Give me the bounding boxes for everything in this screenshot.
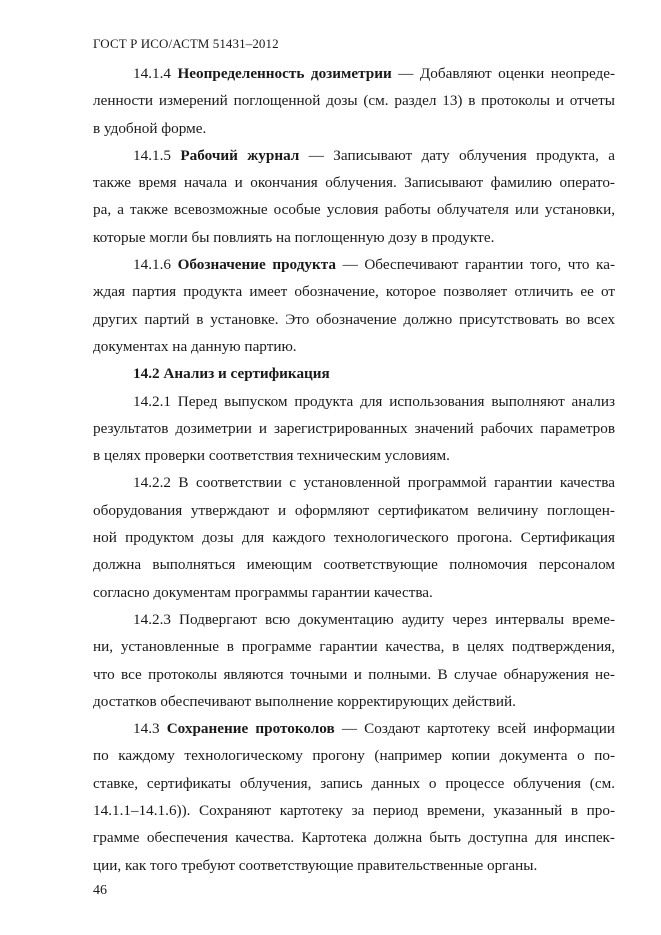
clause-text: — Записывают дату облучения продукта, а — [308, 146, 615, 164]
paragraph-line: 14.1.1–14.1.6)). Сохраняют картотеку за период времени, указанный в про- — [93, 802, 615, 820]
paragraph-line: ра, а также всевозможные особые условия работы облучателя или установки, — [93, 201, 615, 219]
clause-title: Обозначение продукта — [177, 256, 336, 274]
paragraph-14-2-3 — [93, 606, 615, 715]
paragraph-line: 14.2.2 В соответствии с установленной программой гарантии качества — [133, 474, 615, 492]
body-text — [93, 60, 615, 879]
clause-title: Сохранение протоколов — [166, 720, 335, 738]
clause-title: Неопределенность дозиметрии — [177, 65, 392, 82]
clause-number: 14.1.4 — [133, 65, 171, 82]
paragraph-line: также время начала и окончания облучения. Записывают фамилию операто- — [93, 174, 615, 192]
section-heading-14-2: 14.2 Анализ и сертификация — [133, 365, 330, 383]
paragraph-line: должна выполняться имеющим соответствующие полномочия персоналом — [93, 556, 615, 574]
paragraph-line: по каждому технологическому прогону (например копии документа о по- — [93, 747, 615, 765]
clause-title: Рабочий журнал — [180, 146, 300, 164]
paragraph-line: оборудования утверждают и оформляют сертификатом величину поглощен- — [93, 501, 615, 519]
paragraph-line — [93, 715, 615, 742]
paragraph-14-1-4 — [93, 60, 615, 142]
paragraph-14-1-6 — [93, 251, 615, 360]
paragraph-line: которые могли бы повлиять на поглощенную дозу в продукте. — [93, 228, 495, 246]
clause-number: 14.3 — [133, 720, 160, 738]
paragraph-line: результатов дозиметрии и зарегистрированных значений рабочих параметров — [93, 419, 615, 437]
paragraph-14-1-5 — [93, 142, 615, 251]
paragraph-line: грамме обеспечения качества. Картотека должна быть доступна для инспек- — [93, 829, 615, 847]
clause-number: 14.1.5 — [133, 146, 171, 164]
paragraph-line: ции, как того требуют соответствующие правительственные органы. — [93, 856, 538, 874]
clause-text: — Обеспечивают гарантии того, что ка- — [342, 256, 615, 274]
paragraph-line: согласно документам программы гарантии качества. — [93, 583, 433, 601]
paragraph-line: достатков обеспечивают выполнение корректирующих действий. — [93, 692, 516, 710]
paragraph-line: ставке, сертификаты облучения, запись данных о процессе облучения (см. — [93, 774, 615, 792]
clause-number: 14.1.6 — [133, 256, 171, 274]
paragraph-line: других партий в установке. Это обозначение должно присутствовать во всех — [93, 310, 615, 328]
running-header: ГОСТ Р ИСО/АСТМ 51431–2012 — [93, 36, 279, 51]
paragraph-line: ной продуктом дозы для каждого технологического прогона. Сертификация — [93, 529, 615, 547]
paragraph-line: в удобной форме. — [93, 119, 207, 137]
paragraph-line — [93, 142, 615, 169]
paragraph-line — [93, 60, 615, 87]
paragraph-line: ленности измерений поглощенной дозы (см. раздел 13) в протоколы и отчеты — [93, 92, 615, 110]
paragraph-line: ждая партия продукта имеет обозначение, которое позволяет отличить ее от — [93, 283, 615, 301]
paragraph-line: 14.2.3 Подвергают всю документацию аудиту через интервалы време- — [133, 610, 615, 628]
paragraph-line: документах на данную партию. — [93, 337, 297, 355]
page-number: 46 — [93, 883, 107, 898]
paragraph-line: в целях проверки соответствия техническим условиям. — [93, 447, 450, 465]
clause-text: — Создают картотеку всей информации — [341, 720, 615, 738]
clause-text: — Добавляют оценки неопреде- — [398, 65, 615, 82]
paragraph-14-3 — [93, 715, 615, 879]
paragraph-line: ни, установленные в программе гарантии качества, в целях подтверждения, — [93, 638, 615, 656]
paragraph-line: что все протоколы являются точными и полными. В случае обнаружения не- — [93, 665, 615, 683]
paragraph-line — [93, 251, 615, 278]
paragraph-14-2-2 — [93, 469, 615, 605]
paragraph-line: 14.2.1 Перед выпуском продукта для использования выполняют анализ — [133, 392, 615, 410]
paragraph-14-2-1 — [93, 388, 615, 470]
